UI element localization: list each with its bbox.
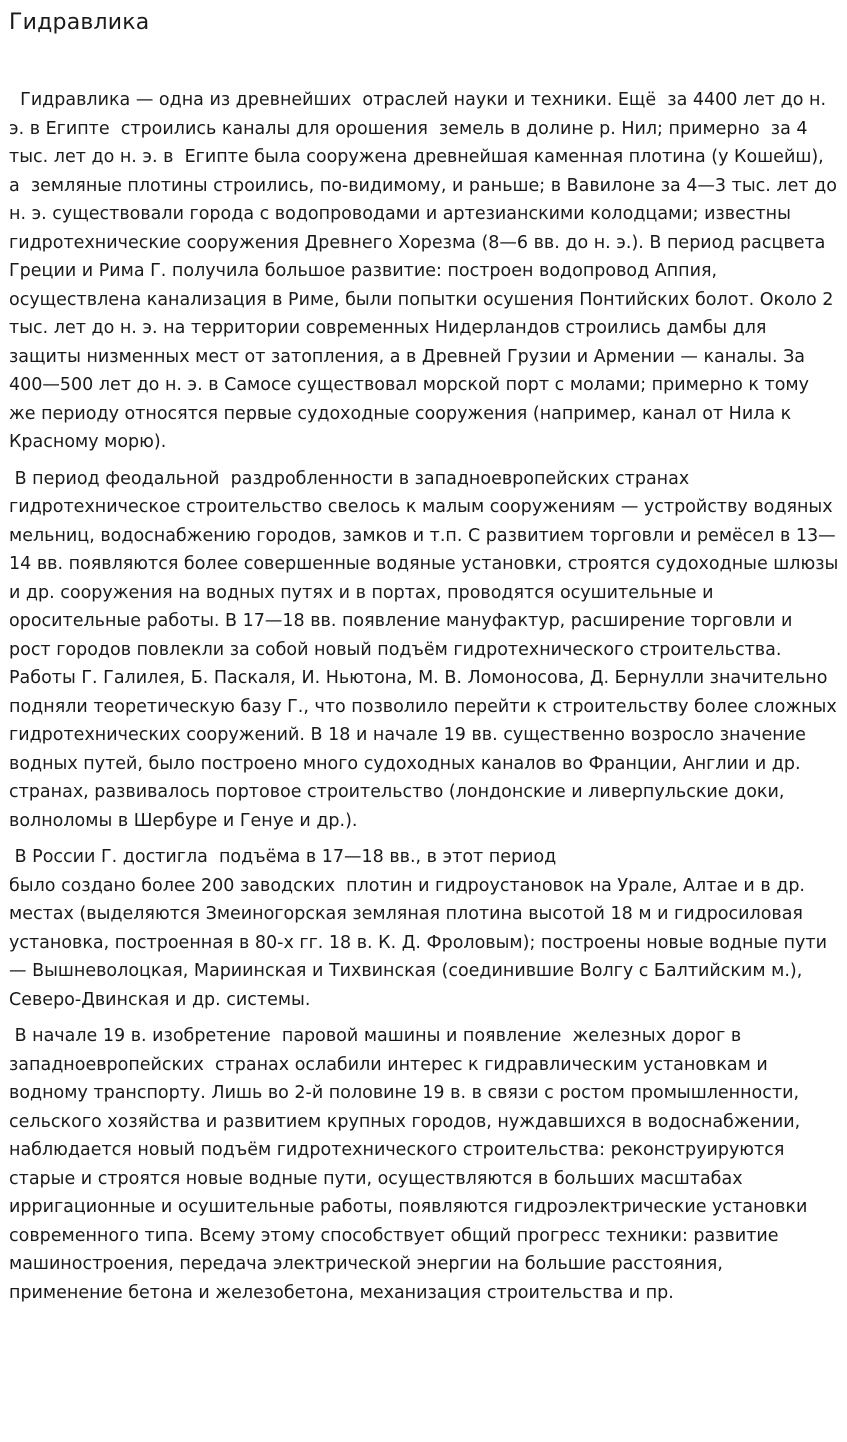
document-page bbox=[9, 0, 844, 1315]
paragraph-ancient-history: Гидравлика — одна из древнейших отраслей науки и техники. Ещё за 4400 лет до н. э. в Египте строились каналы для орошения земель в долине р. Нил; примерно за 4 тыс. лет до н. э. в Египте была сооружена древнейшая каменная плотина (у Кошейш), а земляные плотины строились, по-видимому, и раньше; в Вавилоне за 4—3 тыс. лет до н. э. существовали города с водопроводами и артезианскими колодцами; известны гидротехнические сооружения Древнего Хорезма (8—6 вв. до н. э.). В период расцвета Греции и Рима Г. получила большое развитие: построен водопровод Аппия, осуществлена канализация в Риме, были попытки осушения Понтийских болот. Около 2 тыс. лет до н. э. на территории современных Нидерландов строились дамбы для защиты низменных мест от затопления, а в Древней Грузии и Армении — каналы. За 400—500 лет до н. э. в Самосе существовал морской порт с молами; примерно к тому же периоду относятся первые судоходные сооружения (например, канал от Нила к Красному морю). bbox=[9, 90, 843, 452]
article-body bbox=[9, 86, 844, 1307]
page-title: Гидравлика bbox=[9, 10, 150, 35]
paragraph-russia: В России Г. достигла подъёма в 17—18 вв., в этот период было создано более 200 заводских плотин и гидроустановок на Урале, Алтае и в др. местах (выделяются Змеиногорская земляная плотина высотой 18 м и гидросиловая установка, построенная в 80-х гг. 18 в. К. Д. Фроловым); построены новые водные пути — Вышневолоцкая, Мариинская и Тихвинская (соединившие Волгу с Балтийским м.), Северо-Двинская и др. системы. bbox=[9, 847, 827, 1010]
paragraph-19th-century: В начале 19 в. изобретение паровой машины и появление железных дорог в западноевропейских странах ослабили интерес к гидравлическим установкам и водному транспорту. Лишь во 2-й половине 19 в. в связи с ростом промышленности, сельского хозяйства и развитием крупных городов, нуждавшихся в водоснабжении, наблюдается новый подъём гидротехнического строительства: реконструируются старые и строятся новые водные пути, осуществляются в больших масштабах ирригационные и осушительные работы, появляются гидроэлектрические установки современного типа. Всему этому способствует общий прогресс техники: развитие машиностроения, передача электрической энергии на большие расстояния, применение бетона и железобетона, механизация строительства и пр. bbox=[9, 1026, 813, 1303]
paragraph-feudal-period: В период феодальной раздробленности в западноевропейских странах гидротехническое строительство свелось к малым сооружениям — устройству водяных мельниц, водоснабжению городов, замков и т.п. С развитием торговли и ремёсел в 13—14 вв. появляются более совершенные водяные установки, строятся судоходные шлюзы и др. сооружения на водных путях и в портах, проводятся осушительные и оросительные работы. В 17—18 вв. появление мануфактур, расширение торговли и рост городов повлекли за собой новый подъём гидротехнического строительства. Работы Г. Галилея, Б. Паскаля, И. Ньютона, М. В. Ломоносова, Д. Бернулли значительно подняли теоретическую базу Г., что позволило перейти к строительству более сложных гидротехнических сооружений. В 18 и начале 19 вв. существенно возросло значение водных путей, было построено много судоходных каналов во Франции, Англии и др. странах, развивалось портовое строительство (лондонские и ливерпульские доки, волноломы в Шербуре и Генуе и др.). bbox=[9, 468, 844, 831]
